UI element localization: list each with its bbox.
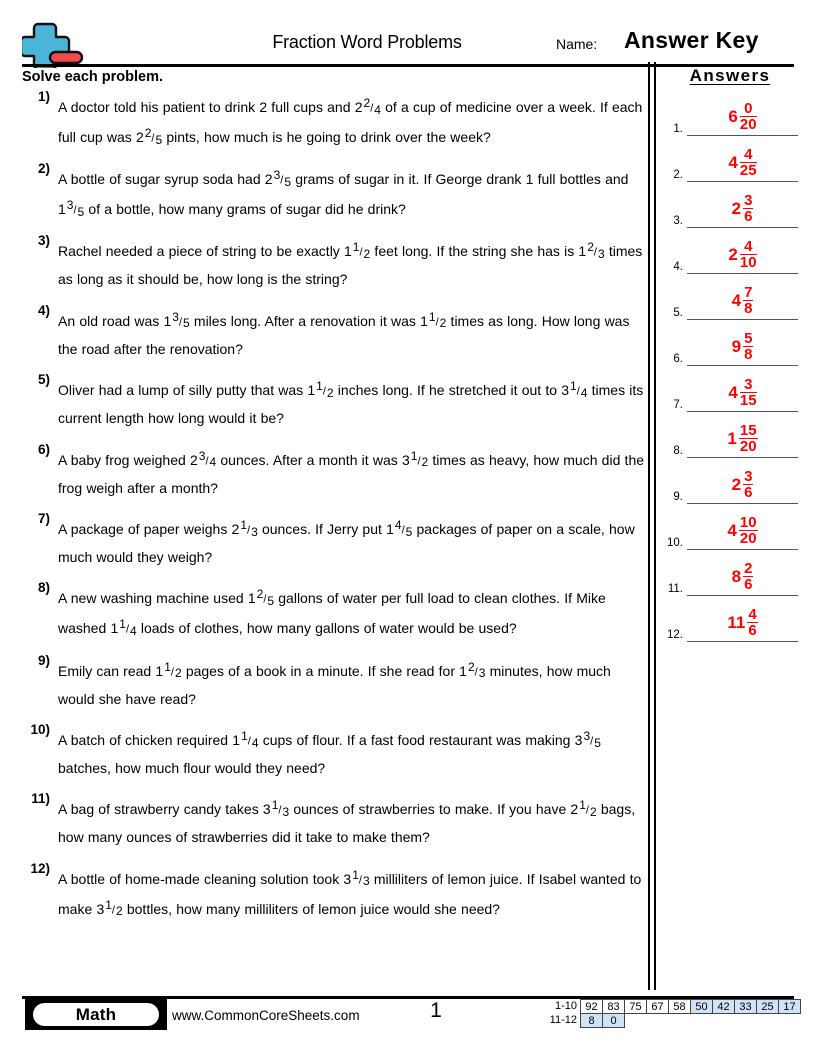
mixed-number: 23/4: [189, 448, 217, 470]
problem-item: [18, 510, 648, 571]
problem-item: [18, 233, 648, 293]
answer-index: 8.: [673, 445, 683, 457]
problem-item: [18, 441, 648, 502]
answer-numerator: 3: [744, 191, 753, 209]
score-row: [533, 999, 801, 1014]
answer-row: [660, 228, 800, 274]
mixed-number: 22/5: [135, 126, 163, 147]
answer-whole: 1: [727, 429, 737, 449]
problem-list: [18, 89, 648, 936]
score-cell: 0: [602, 1013, 625, 1028]
score-cell: 42: [712, 999, 735, 1014]
answer-numerator: 5: [744, 329, 753, 347]
score-cell: 33: [734, 999, 757, 1014]
answer-fraction: [740, 101, 757, 134]
answer-fraction: [740, 377, 757, 410]
mixed-number: 13/5: [58, 198, 85, 219]
score-cell: 17: [778, 999, 801, 1014]
answer-denominator: 15: [739, 392, 757, 410]
answer-value: [687, 101, 798, 134]
answer-index: 3.: [673, 215, 683, 227]
score-table: [533, 999, 801, 1027]
mixed-number: 11/2: [155, 659, 182, 681]
answer-index: 6.: [673, 353, 683, 365]
answer-whole: 4: [727, 521, 737, 541]
worksheet-header: [22, 14, 794, 64]
mixed-number: 31/3: [343, 867, 370, 889]
answer-row: [660, 274, 800, 320]
answer-value: [687, 515, 798, 548]
answer-denominator: 8: [744, 300, 753, 318]
answer-row: [660, 412, 800, 458]
problem-number: 2): [37, 161, 50, 177]
answer-whole: 2: [731, 475, 742, 495]
mixed-number: 33/5: [574, 728, 601, 750]
answer-denominator: 6: [744, 208, 753, 226]
problem-text: A bottle of home-made cleaning solution took 31/3 milliliters of lemon juice. If Isabel wanted to make 31/2 bottles, how many milliliters of lemon juice would she need?: [58, 867, 642, 919]
mixed-number: 11/2: [307, 379, 334, 400]
answer-numerator: 3: [740, 377, 757, 394]
answer-row: [660, 458, 800, 504]
answer-whole: 8: [731, 567, 742, 587]
problem-number: 12): [30, 860, 50, 876]
problem-text: A baby frog weighed 23/4 ounces. After a month it was 31/2 times as heavy, how much did the frog weigh after a month?: [58, 448, 645, 496]
answer-fraction: [740, 147, 757, 180]
mixed-number: 11/4: [110, 617, 137, 639]
answer-row: [660, 550, 800, 596]
problem-text: Emily can read 11/2 pages of a book in a minute. If she read for 12/3 minutes, how much would she have read?: [58, 659, 611, 707]
plus-minus-logo-icon: [22, 22, 84, 68]
answer-denominator: 25: [739, 162, 757, 180]
answer-fraction: [747, 607, 757, 640]
score-cells: [581, 999, 801, 1014]
answer-numerator: 7: [744, 283, 753, 301]
problem-item: [18, 89, 648, 152]
mixed-number: 11/2: [420, 309, 447, 331]
problem-item: [18, 860, 648, 924]
problem-number: 7): [37, 510, 50, 526]
answer-numerator: 4: [740, 147, 757, 164]
score-row-label: 1-10: [554, 1000, 577, 1012]
answer-index: 12.: [667, 629, 683, 641]
problem-text: An old road was 13/5 miles long. After a renovation it was 11/2 times as long. How long was the road after the renovation?: [58, 309, 630, 357]
answer-index: 7.: [673, 399, 683, 411]
answer-row: [660, 366, 800, 412]
problem-number: 3): [37, 233, 50, 249]
score-cell: 75: [624, 999, 647, 1014]
score-cell: 58: [668, 999, 691, 1014]
answer-numerator: 2: [744, 559, 753, 577]
score-cells: [581, 1013, 625, 1028]
problem-number: 10): [30, 721, 50, 737]
score-cell: 83: [602, 999, 625, 1014]
instructions-text: Solve each problem.: [22, 69, 164, 85]
problem-item: [18, 652, 648, 713]
problem-text: A new washing machine used 12/5 gallons of water per full load to clean clothes. If Mike washed 11/4 loads of clothes, how many gallons of water would be used?: [58, 587, 606, 639]
answer-denominator: 10: [739, 254, 757, 272]
answer-value: [687, 331, 798, 364]
answer-whole: 4: [728, 383, 738, 403]
answer-row: [660, 182, 800, 228]
answer-value: [687, 607, 798, 640]
answer-value: [687, 561, 798, 594]
problem-text: A batch of chicken required 11/4 cups of flour. If a fast food restaurant was making 33/5 batches, how much flour would they need?: [58, 728, 601, 776]
answer-value: [687, 193, 798, 226]
problem-text: A package of paper weighs 21/3 ounces. If Jerry put 14/5 packages of paper on a scale, how much would they weigh?: [58, 517, 635, 566]
problem-item: [18, 580, 648, 643]
mixed-number: 23/5: [264, 168, 292, 189]
score-cell: 92: [580, 999, 603, 1014]
problem-text: A doctor told his patient to drink 2 full cups and 22/4 of a cup of medicine over a week. If each full cup was 22/5 pints, how much is he going to drink over the week?: [58, 96, 643, 147]
answer-denominator: 20: [739, 530, 757, 548]
page-title: Fraction Word Problems: [272, 32, 462, 52]
score-row-label: 11-12: [549, 1014, 577, 1026]
answer-denominator: 6: [748, 622, 757, 640]
answer-index: 5.: [673, 307, 683, 319]
mixed-number: 12/5: [247, 587, 275, 609]
answer-whole: 6: [728, 107, 738, 127]
problem-text: Oliver had a lump of silly putty that was 11/2 inches long. If he stretched it out to 31/4 times its current length how long would it be?: [58, 379, 644, 427]
problem-text: Rachel needed a piece of string to be exactly 11/2 feet long. If the string she has is 12/3 times as long as it should be, how long is the string?: [58, 240, 643, 288]
problem-item: [18, 372, 648, 432]
problem-number: 1): [37, 89, 50, 104]
answer-index: 2.: [673, 169, 683, 181]
answer-index: 11.: [667, 583, 683, 595]
answers-panel: [660, 66, 800, 642]
answer-fraction: [743, 285, 753, 318]
answer-denominator: 6: [744, 576, 753, 594]
answer-numerator: 10: [739, 513, 757, 531]
answer-fraction: [739, 423, 758, 456]
answer-value: [687, 285, 798, 318]
mixed-number: 13/5: [163, 309, 190, 331]
answer-blank-line: [687, 641, 798, 642]
mixed-number: 11/2: [344, 240, 371, 262]
answer-index: 9.: [673, 491, 683, 503]
answer-fraction: [743, 561, 753, 594]
answer-value: [687, 469, 798, 502]
problem-text: A bottle of sugar syrup soda had 23/5 grams of sugar in it. If George drank 1 full bottles and 13/5 of a bottle, how many grams of sugar did he drink?: [58, 168, 629, 219]
problem-text: A bag of strawberry candy takes 31/3 ounces of strawberries to make. If you have 21/2 bags, how many ounces of strawberries did it take to make them?: [58, 798, 636, 846]
problem-number: 6): [37, 441, 50, 457]
answer-fraction: [740, 239, 757, 272]
problem-item: [18, 161, 648, 224]
problem-number: 11): [31, 791, 50, 807]
answer-row: [660, 320, 800, 366]
mixed-number: 31/2: [96, 897, 123, 919]
answer-index: 10.: [667, 537, 683, 549]
website-url: www.CommonCoreSheets.com: [172, 1008, 360, 1023]
mixed-number: 12/3: [459, 659, 486, 681]
score-cell: 50: [690, 999, 713, 1014]
answer-fraction: [743, 331, 753, 364]
mixed-number: 31/4: [561, 379, 588, 400]
answer-denominator: 20: [739, 116, 757, 134]
mixed-number: 14/5: [386, 517, 413, 539]
answer-numerator: 4: [748, 605, 757, 623]
answer-numerator: 4: [740, 239, 757, 256]
answer-numerator: 15: [739, 421, 757, 439]
answer-row: [660, 504, 800, 550]
answer-numerator: 3: [744, 467, 753, 485]
problem-number: 5): [37, 372, 50, 388]
mixed-number: 11/4: [232, 728, 259, 750]
answer-row: [660, 596, 800, 642]
answer-whole: 4: [728, 153, 738, 173]
problem-item: [18, 791, 648, 851]
answer-value: [687, 147, 798, 180]
mixed-number: 21/3: [231, 517, 258, 539]
score-row: [533, 1013, 801, 1028]
answer-row: [660, 90, 800, 136]
answer-numerator: 0: [740, 101, 757, 118]
answer-fraction: [743, 193, 753, 226]
mixed-number: 31/2: [401, 448, 429, 470]
answer-denominator: 8: [744, 346, 753, 364]
name-label: Name:: [556, 36, 598, 52]
answer-fraction: [739, 515, 758, 548]
score-cell: 67: [646, 999, 669, 1014]
answer-row: [660, 136, 800, 182]
problem-item: [18, 302, 648, 363]
answer-value: [687, 377, 798, 410]
problem-item: [18, 721, 648, 782]
answer-index: 4.: [673, 261, 683, 273]
problem-number: 4): [37, 302, 50, 318]
mixed-number: 12/3: [578, 240, 605, 262]
mixed-number: 31/3: [262, 798, 290, 819]
answer-index: 1.: [673, 123, 683, 135]
subject-badge: Math: [33, 1003, 159, 1026]
answer-value: [687, 239, 798, 272]
mixed-number: 21/2: [570, 798, 597, 819]
page-number: 1: [430, 999, 442, 1022]
score-cell: 25: [756, 999, 779, 1014]
answers-title: Answers: [689, 66, 771, 85]
answer-value: [687, 423, 798, 456]
answer-whole: 9: [731, 337, 742, 357]
divider-line-left: [648, 62, 650, 990]
answer-key-label: Answer Key: [624, 27, 759, 53]
problem-number: 8): [37, 580, 50, 596]
problem-number: 9): [37, 652, 50, 668]
mixed-number: 22/4: [354, 96, 381, 117]
divider-line-right: [654, 62, 656, 990]
answers-list: [660, 90, 800, 642]
column-divider: [648, 62, 656, 990]
score-cell: 8: [580, 1013, 603, 1028]
answer-denominator: 6: [744, 484, 753, 502]
answer-denominator: 20: [739, 438, 757, 456]
answer-fraction: [743, 469, 753, 502]
answer-whole: 2: [728, 245, 738, 265]
answer-whole: 2: [731, 199, 742, 219]
answer-whole: 4: [731, 291, 742, 311]
answer-whole: 11: [727, 613, 746, 633]
